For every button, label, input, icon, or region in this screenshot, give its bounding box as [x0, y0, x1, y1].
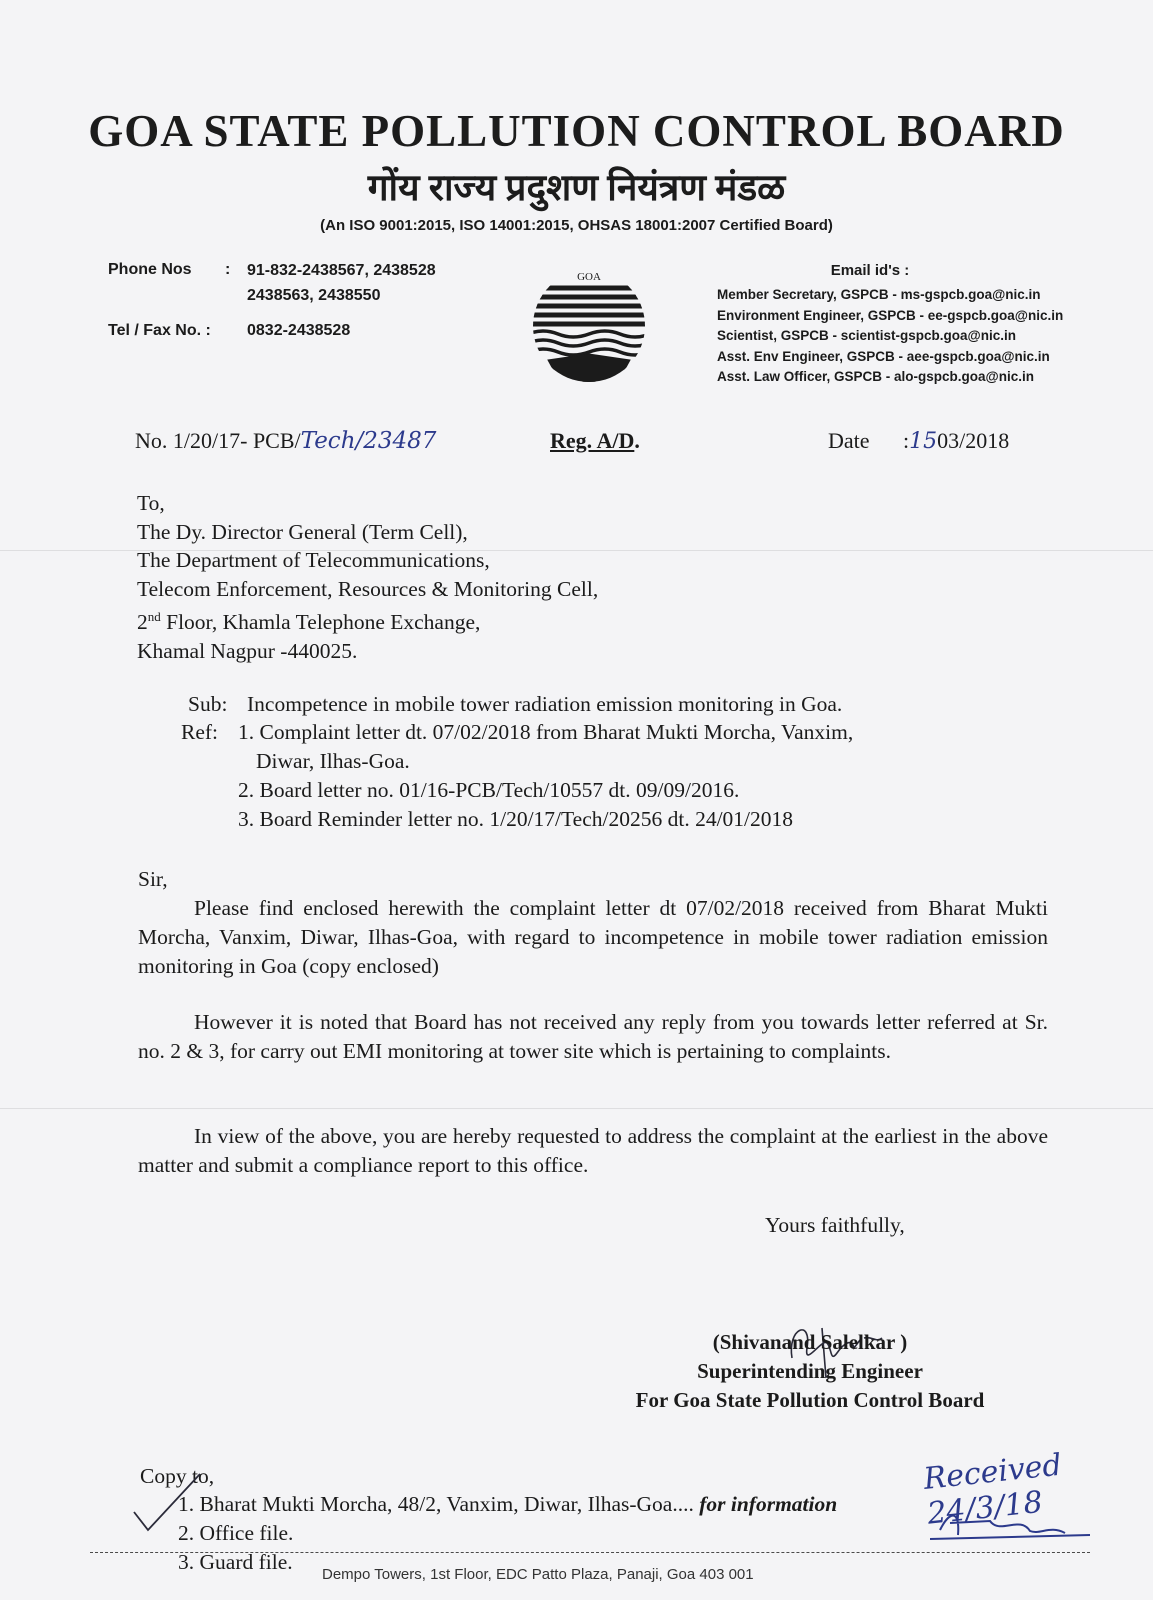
date-colon: :	[903, 428, 910, 453]
subject-text: Incompetence in mobile tower radiation emission monitoring in Goa.	[247, 692, 843, 716]
date-label: Date	[828, 428, 870, 453]
initials-scribble	[930, 1505, 1100, 1545]
ref-item: 1. Complaint letter dt. 07/02/2018 from Bharat Mukti Morcha, Vanxim,	[238, 720, 854, 744]
recipient-line: Khamal Nagpur -440025.	[137, 638, 358, 663]
letterhead-title-hindi: गोंय राज्य प्रदुशण नियंत्रण मंडळ	[367, 168, 786, 209]
email-item: Scientist, GSPCB - scientist-gspcb.goa@nic.in	[717, 328, 1016, 343]
recipient-line: The Dy. Director General (Term Cell),	[137, 519, 468, 544]
gspcb-emblem-icon	[528, 262, 650, 382]
letter-number	[135, 428, 436, 454]
ref-item: 2. Board letter no. 01/16-PCB/Tech/10557 dt. 09/09/2016.	[238, 778, 740, 802]
email-item: Asst. Law Officer, GSPCB - alo-gspcb.goa@nic.in	[717, 369, 1034, 384]
emblem-text: GOA	[577, 271, 601, 283]
telfax-label: Tel / Fax No. :	[108, 322, 211, 339]
subject-label: Sub:	[188, 692, 228, 716]
recipient-line: 2nd Floor, Khamla Telephone Exchange,	[137, 609, 481, 635]
paragraph-3: In view of the above, you are hereby requested to address the complaint at the earliest in the above matter and submit a compliance report to this office.	[138, 1124, 1048, 1177]
closing: Yours faithfully,	[765, 1213, 905, 1237]
email-list	[717, 285, 1063, 388]
email-item: Environment Engineer, GSPCB - ee-gspcb.goa@nic.in	[717, 307, 1064, 323]
phone-separator: :	[225, 261, 231, 278]
recipient-line: Telecom Enforcement, Resources & Monitoring Cell,	[137, 576, 599, 601]
email-item: Asst. Env Engineer, GSPCB - aee-gspcb.goa@nic.in	[717, 348, 1050, 364]
ref-item: 3. Board Reminder letter no. 1/20/17/Tech/20256 dt. 24/01/2018	[238, 807, 794, 831]
salutation: Sir,	[138, 867, 168, 891]
registered-ad-dot: .	[634, 428, 640, 453]
signatory-org: For Goa State Pollution Control Board	[635, 1388, 985, 1412]
letterhead-title: GOA STATE POLLUTION CONTROL BOARD	[88, 106, 1065, 156]
footer-rule	[90, 1552, 1090, 1553]
recipient-to: To,	[137, 491, 165, 515]
copy-to-label: Copy to,	[140, 1464, 215, 1488]
date-value	[903, 428, 1009, 454]
copy-item-3: 3. Guard file.	[178, 1550, 293, 1574]
phone-label: Phone Nos	[108, 261, 192, 278]
recipient-address	[137, 489, 598, 665]
registered-ad-text: Reg. A/D	[550, 428, 635, 453]
email-title: Email id's :	[830, 262, 910, 279]
certification-line: (An ISO 9001:2015, ISO 14001:2015, OHSAS 18001:2007 Certified Board)	[320, 217, 833, 234]
date-day-handwritten: 15	[909, 429, 938, 454]
signatory-name: (Shivanand Salelkar )	[712, 1330, 908, 1354]
paragraph-1: Please find enclosed herewith the complaint letter dt 07/02/2018 received from Bharat Mukti Morcha, Vanxim, Diwar, Ilhas-Goa, with regard to incompetence in mobile tower radiation emission monitoring in Goa (copy enclosed)	[138, 896, 1048, 978]
phone-numbers	[247, 258, 436, 308]
recipient-line: The Department of Telecommunications,	[137, 548, 490, 572]
registered-ad	[550, 428, 640, 454]
phone-line-1: 91-832-2438567, 2438528	[247, 262, 436, 279]
signatory-designation: Superintending Engineer	[697, 1359, 923, 1383]
paper-fold	[0, 1108, 1153, 1109]
ref-item-cont: Diwar, Ilhas-Goa.	[256, 749, 410, 773]
letter-number-printed: No. 1/20/17- PCB/	[135, 428, 301, 453]
telfax-value: 0832-2438528	[247, 322, 351, 339]
date-month-year: 03/2018	[937, 428, 1010, 453]
phone-line-2: 2438563, 2438550	[247, 287, 381, 304]
received-note-handwritten: Received 24/3/18	[921, 1447, 1064, 1532]
footer-address: Dempo Towers, 1st Floor, EDC Patto Plaza, Panaji, Goa 403 001	[322, 1566, 754, 1583]
copy-item-1: 1. Bharat Mukti Morcha, 48/2, Vanxim, Diwar, Ilhas-Goa.... for information	[178, 1492, 838, 1516]
paragraph-2: However it is noted that Board has not received any reply from you towards letter referred at Sr. no. 2 & 3, for carry out EMI monitoring at tower site which is pertaining to complaints.	[138, 1010, 1048, 1063]
copy-item-2: 2. Office file.	[178, 1521, 294, 1545]
ref-label: Ref:	[181, 720, 219, 744]
email-item: Member Secretary, GSPCB - ms-gspcb.goa@nic.in	[717, 287, 1041, 302]
letter-number-handwritten: Tech/23487	[300, 428, 437, 454]
